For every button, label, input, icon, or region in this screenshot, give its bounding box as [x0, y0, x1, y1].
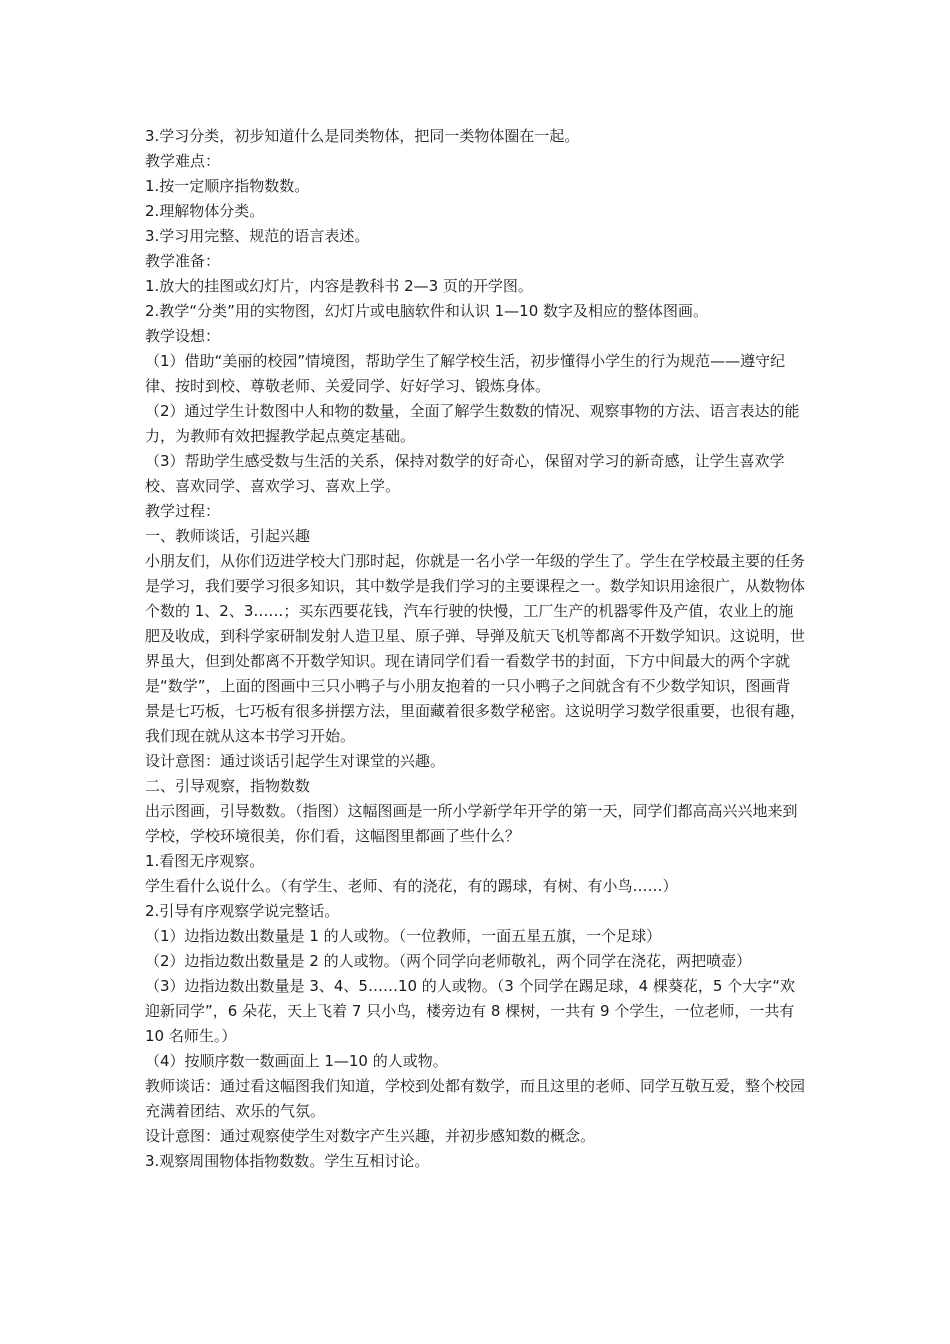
heading-teaching-difficulties: 教学难点：	[145, 152, 221, 170]
paragraph-5: 1.放大的挂图或幻灯片，内容是教科书 2—3 页的开学图。	[145, 277, 533, 295]
paragraph-12: 出示图画，引导数数。（指图）这幅图画是一所小学新学年开学的第一天，同学们都高高兴兴地来到学校，学校环境很美，你们看，这幅图里都画了些什么？	[145, 802, 798, 845]
paragraph-15: 2.引导有序观察学说完整话。	[145, 902, 340, 920]
paragraph-18: （3）边指边数出数量是 3、4、5……10 的人或物。（3 个同学在踢足球，4 棵葵花，5 个大字“欢迎新同学”，6 朵花，天上飞着 7 只小鸟，楼旁边有 8 棵树，一共有 9 个学生，一位老师，一共有 10 名师生。）	[145, 977, 796, 1045]
heading-teaching-preparation: 教学准备：	[145, 252, 221, 270]
paragraph-17: （2）边指边数出数量是 2 的人或物。（两个同学向老师敬礼，两个同学在浇花，两把喷壶）	[145, 952, 752, 970]
paragraph-9: （3）帮助学生感受数与生活的关系，保持对数学的好奇心，保留对学习的新奇感，让学生喜欢学校、喜欢同学、喜欢学习、喜欢上学。	[145, 452, 785, 495]
paragraph-1: 3.学习分类，初步知道什么是同类物体，把同一类物体圈在一起。	[145, 127, 580, 145]
section-heading-2: 二、引导观察，指物数数	[145, 777, 311, 795]
paragraph-10: 小朋友们，从你们迈进学校大门那时起，你就是一名小学一年级的学生了。学生在学校最主要的任务是学习，我们要学习很多知识，其中数学是我们学习的主要课程之一。数学知识用途很广，从数物体个数的 1、2、3……；买东西要花钱，汽车行驶的快慢，工厂生产的机器零件及产值，农业上的施肥及收成，到科学家研制发射人造卫星、原子弹、导弹及航天飞机等都离不开数学知识。这说明，世界虽大，但到处都离不开数学知识。现在请同学们看一看数学书的封面，下方中间最大的两个字就是“数学”，上面的图画中三只小鸭子与小朋友抱着的一只小鸭子之间就含有不少数学知识，图画背景是七巧板，七巧板有很多拼摆方法，里面藏着很多数学秘密。这说明学习数学很重要，也很有趣，我们现在就从这本书学习开始。	[145, 552, 806, 745]
paragraph-13: 1.看图无序观察。	[145, 852, 265, 870]
paragraph-2: 1.按一定顺序指物数数。	[145, 177, 310, 195]
paragraph-21: 设计意图：通过观察使学生对数字产生兴趣，并初步感知数的概念。	[145, 1127, 596, 1145]
paragraph-16: （1）边指边数出数量是 1 的人或物。（一位教师，一面五星五旗，一个足球）	[145, 927, 662, 945]
paragraph-8: （2）通过学生计数图中人和物的数量，全面了解学生数数的情况、观察事物的方法、语言表达的能力，为教师有效把握教学起点奠定基础。	[145, 402, 800, 445]
paragraph-22: 3.观察周围物体指物数数。学生互相讨论。	[145, 1152, 430, 1170]
heading-teaching-process: 教学过程：	[145, 502, 221, 520]
paragraph-7: （1）借助“美丽的校园”情境图，帮助学生了解学校生活，初步懂得小学生的行为规范——遵守纪律、按时到校、尊敬老师、关爱同学、好好学习、锻炼身体。	[145, 352, 786, 395]
paragraph-3: 2.理解物体分类。	[145, 202, 265, 220]
paragraph-19: （4）按顺序数一数画面上 1—10 的人或物。	[145, 1052, 448, 1070]
paragraph-11: 设计意图：通过谈话引起学生对课堂的兴趣。	[145, 752, 446, 770]
paragraph-20: 教师谈话：通过看这幅图我们知道，学校到处都有数学，而且这里的老师、同学互敬互爱，整个校园充满着团结、欢乐的气氛。	[145, 1077, 806, 1120]
paragraph-6: 2.教学“分类”用的实物图，幻灯片或电脑软件和认识 1—10 数字及相应的整体图画。	[145, 302, 709, 320]
section-heading-1: 一、教师谈话，引起兴趣	[145, 527, 311, 545]
heading-teaching-ideas: 教学设想：	[145, 327, 221, 345]
paragraph-14: 学生看什么说什么。（有学生、老师、有的浇花，有的踢球，有树、有小鸟……）	[145, 877, 678, 895]
paragraph-4: 3.学习用完整、规范的语言表述。	[145, 227, 370, 245]
document-body	[145, 124, 810, 1174]
